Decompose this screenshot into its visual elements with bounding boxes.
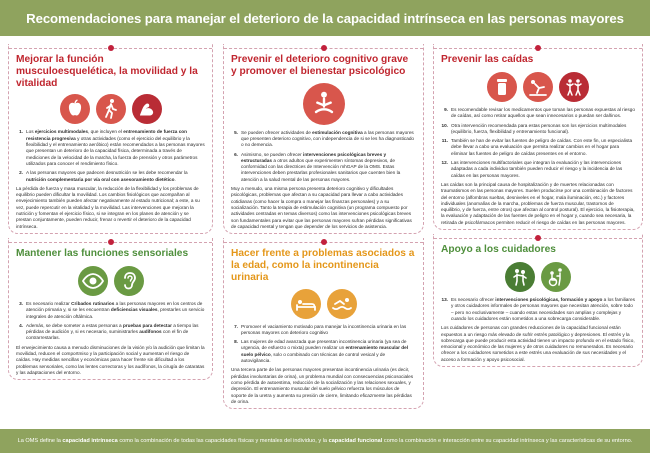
list-item: 4. Además, se debe someter a estas personas a pruebas para detectar a tiempo las pérdidas de audición y, si es necesario, suministrarles audífonos con el fin de contrarrestarlas. [19, 322, 199, 341]
wheelchair-assist-icon [541, 262, 571, 292]
swimmer-icon [327, 289, 357, 319]
section-dot [535, 45, 541, 51]
list-item: 13. Es necesario ofrecer intervenciones psicológicas, formación y apoyo a los familiares y otros cuidadores informales de personas mayores que necesitan atención, sobre todo – pero no exclusivamente – cuando estas necesidades son amplias y complejas y cuando los cuidadores están sometidos a una sobrecarga considerable. [441, 297, 635, 321]
section-dot [535, 235, 541, 241]
ear-icon [114, 266, 144, 296]
section-caregivers [433, 234, 643, 367]
section-cognitive [223, 44, 424, 234]
section-musculoskeletal [8, 44, 213, 234]
section-dot [108, 239, 114, 245]
section-dot [108, 45, 114, 51]
list-item: 6. Asimismo, se pueden ofrecer intervenciones psicológicas breves y estructuradas a otros adultos que experimenten síntomas depresivos, de conformidad con las directrices de Intervención mhGAP de la OMS. Estas intervenciones deben prestarlas profesionales sanitarios que cuenten bien la atención a la salud mental de las personas mayores. [234, 151, 401, 182]
caregiver-embrace-icon [505, 262, 535, 292]
list-item: 2. A las personas mayores que padecen desnutrición se les debe recomendar la nutrición complementaria por vía oral con asesoramiento dietético. [19, 170, 188, 182]
section-paragraph: La pérdida de fuerza y masa muscular, la reducción de la flexibilidad y los problemas de equilibrio pueden dificultar la movilidad. Los cambios fisiológicos que acompañan al envejecimiento también pueden afectar negativamente al estado nutricional; a este, a su vez, puede repercutir en la vitalidad y la movilidad. Las intervenciones que mejoran la nutrición y fomentan el ejercicio físico, si se integran en los planes de atención y se prestan conjuntamente, pueden reducir, frenar o revertir el deterioro de la capacidad intrínseca. [16, 185, 200, 229]
section-title: Hacer frente a problemas asociados a la edad, como la incontinencia urinaria [231, 248, 415, 283]
flexed-arm-icon [132, 94, 162, 124]
section-paragraph: Una tercera parte de las personas mayores presentan incontinencia urinaria (es decir, pérdidas involuntarias de orina), un problema mundial con consecuencias psicosociales como pérdida de autoestima, reducción de la socialización y las relaciones sexuales, y depresión. El entrenamiento muscular del suelo pélvico refuerza los músculos de soporte de la uretra y aumenta su presión de cierre, limitando eficazmente las pérdidas de orina. [231, 367, 414, 404]
list-item: 3. Es necesario realizar Cribados rutinarios a las personas mayores en los centros de atención primaria y, si se les encuentran deficiencias visuales, prestarles un servicio integrales de atención oftálmica. [19, 300, 205, 319]
section-paragraph: El envejecimiento causa a menudo disminuciones de la visión y/o la audición que limitan la movilidad, reducen el comportmiso y la participación social y aumentan el riesgo de caídas. Hay medidas sencillas y económicas para hacer frente sin dificultad a los problemas sensoriales, como las lentes correctoras y los audífonos, la cirugía de cataratas y las adaptaciones del entorno. [16, 344, 205, 375]
meditation-icon [303, 83, 345, 125]
section-falls [433, 44, 643, 230]
header-banner [0, 0, 650, 36]
section-paragraph: Muy a menudo, una misma persona presenta deterioro cognitivo y dificultades psicológicas, problemas que afectan a su capacidad para llevar a cabo actividades cotidianas (como hacer la compra o manejar las finanzas personales) y a su socialización. Tanto la terapia de estimulación cognitiva (un programa compuesto por actividades centradas en temas diversos) como las intervenciones psicológicas breves son fundamentales para evitar que las personas mayores sufran pérdidas significativas de capacidad mental y tengan que depender de los servicios de asistencia. [231, 186, 412, 229]
column-left [8, 44, 213, 423]
pill-bottle-icon [487, 72, 517, 102]
section-paragraph: Las caídas son la principal causa de hospitalización y de muertes relacionadas con traumatismos en las personas mayores. Suelen producirse por una combinación de factores del entorno (alfombras sueltas, desniveles en el hogar, mala iluminación, etc.) y factores individuales (anomalías de la marcha, problemas de fuerza muscular, trastornos de equilibrio, y de fuerza, entre otros) que afectan al control postural). El ejercicio, la fisioterapia, la evaluación y adaptación de las fuentes de peligro en el hogar y, cuando sea necesaria, la retirada de psicofármacos permiten reducir el riesgo de caídas en las personas mayores. [441, 181, 635, 225]
list-item: 7. Promover el vaciamiento motivado para manejar la incontinencia urinaria en las personas mayores con deterioro cognitivo [234, 323, 407, 335]
list-item: 5. Se pueden ofrecer actividades de estimulación cognitiva a las personas mayores que presenten deterioro cognitivo, con independencia de si se les ha diagnosticado o no demencia. [234, 129, 415, 148]
section-dot [321, 45, 327, 51]
icon-row [441, 72, 635, 102]
column-right [433, 44, 643, 423]
list-item: 10. Otra intervención recomendada para estas personas son los ejercicios multimodales (equilibrio, fuerza, flexibilidad y entrenamiento funcional). [441, 122, 627, 134]
section-dot [321, 239, 327, 245]
footer-text: La OMS define la capacidad intrínseca como la combinación de todas las capacidades físicas y mentales del individuo, y la capacidad funcional como la combinación e interacción entre su capacidad intrínseca y las características de su entorno. [17, 438, 633, 444]
section-title: Mantener las funciones sensoriales [16, 247, 189, 259]
list-item: 12. Las intervenciones multifactoriales que integran la evaluación y las intervenciones adaptadas a cada individuo también pueden reducir el riesgo y la incidencia de las caídas en las personas mayores. [441, 160, 623, 178]
apple-icon [60, 94, 90, 124]
walking-person-icon [96, 94, 126, 124]
list-item: 11. También se han de evitar las fuentes de peligro de caídas. Con este fin, un especialista debe llevar a cabo una evaluación que permita realizar cambios en el hogar para eliminar las fuentes de peligro de caídas presentes en el entorno. [441, 138, 633, 156]
sleeping-person-icon [291, 289, 321, 319]
icon-row [16, 94, 205, 124]
section-title: Prevenir el deterioro cognitivo grave y promover el bienestar psicológico [231, 54, 409, 77]
section-paragraph: Los cuidadores de personas con grandes reducciones de la capacidad funcional están expuestos a un riesgo más elevado de sufrir estrés patológico y depresiones. El estrés y la sobrecarga que puede producir esta actividad tienen un impacto profundo en el estado físico, emocional y económico de las mujeres y de otros cuidadores no remunerados. Es necesario ofrecer a los cuidadores sometidos a este estrés una evaluación de sus necesidades y el acceso a formación y apoyo psicosocial. [441, 325, 635, 362]
section-title: Apoyo a los cuidadores [441, 244, 556, 256]
icon-row [16, 266, 205, 296]
icon-row [441, 262, 635, 292]
section-incontinence [223, 238, 424, 409]
list-item: 9. Es recomendable revisar los medicamentos que toman las personas expuestas al riesgo de caídas, así como retirar aquellos que sean innecesarios o puedan ser dañinos. [444, 107, 635, 119]
section-title: Prevenir las caídas [441, 54, 534, 65]
section-title: Mejorar la función musculoesquelética, la movilidad y la vitalidad [16, 54, 198, 89]
eye-icon [78, 266, 108, 296]
footer-banner [0, 429, 650, 453]
celebrating-people-icon [559, 72, 589, 102]
icon-row [231, 83, 416, 125]
column-middle [223, 44, 424, 423]
falling-person-icon [523, 72, 553, 102]
list-item: 8. Las mujeres de edad avanzada que presentan incontinencia urinaria (ya sea de urgencia, de esfuerzo o mixta) pueden realizar un entrenamiento muscular del suelo pélvico, solo o combinado con técnicas de control vesical y de autovigilancia. [234, 339, 409, 364]
page-title: Recomendaciones para manejar el deterioro de la capacidad intrínseca en las personas mayores [26, 10, 624, 26]
list-item: 1. Los ejercicios multimodales, que incluyen el entrenamiento de fuerza con resistencia progresiva y otras actividades (como el ejercicio del equilibrio y la flexibilidad y el entrenamiento aeróbico) están recomendados a las personas mayores que presentan un deterioro de la capacidad física, determinada a través de mediciones de la velocidad de la marcha, la fuerza de prensión y otros parámetros utilizados para conocer el rendimiento físico. [19, 129, 205, 166]
icon-row [231, 289, 416, 319]
section-sensory [8, 238, 213, 380]
